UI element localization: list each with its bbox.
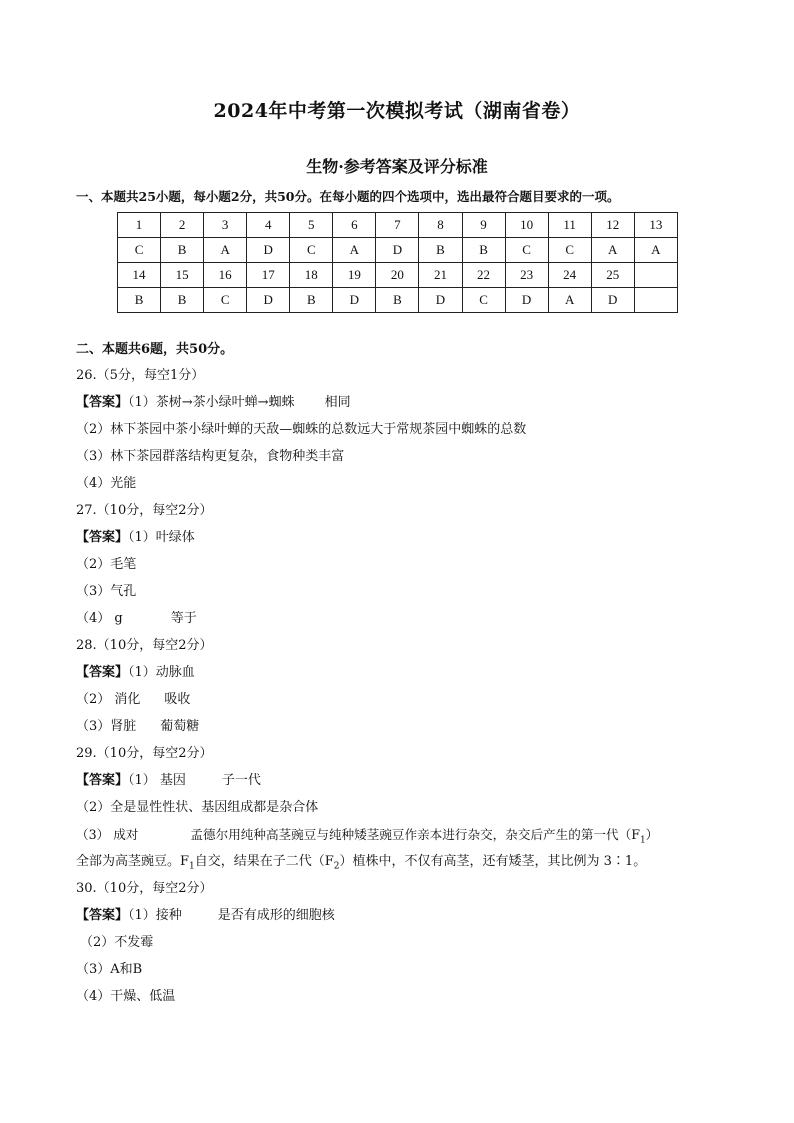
table-cell: 2 — [161, 213, 204, 238]
table-cell: D — [376, 238, 419, 263]
table-cell: B — [161, 238, 204, 263]
table-cell: D — [247, 288, 290, 313]
q27-answer-4 — [76, 610, 197, 628]
table-cell: D — [247, 238, 290, 263]
table-cell: A — [204, 238, 247, 263]
q30-answer-1 — [76, 907, 335, 925]
q29-answer-3 — [76, 826, 658, 850]
table-cell: C — [505, 238, 548, 263]
table-cell: B — [376, 288, 419, 313]
q28-answer-2 — [76, 691, 190, 709]
table-cell: 23 — [505, 263, 548, 288]
page-subtitle: 生物·参考答案及评分标准 — [306, 157, 488, 176]
q29-answer-1 — [76, 772, 261, 790]
q27-heading: 27.（10分，每空2分） — [76, 503, 213, 518]
q29-l2c: ）植株中，不仅有高茎，还有矮茎，其比例为 3∶1。 — [339, 854, 647, 869]
table-cell: B — [161, 288, 204, 313]
table-cell: 10 — [505, 213, 548, 238]
table-cell: 8 — [419, 213, 462, 238]
table-cell: A — [591, 238, 634, 263]
answer-tag: 【答案】 — [76, 395, 129, 410]
table-cell: 6 — [333, 213, 376, 238]
q27-answer-3: （3）气孔 — [76, 584, 137, 599]
q29-sub-2: 2 — [333, 861, 340, 872]
table-cell: 25 — [591, 263, 634, 288]
table-cell: 21 — [419, 263, 462, 288]
table-cell: B — [419, 238, 462, 263]
table-cell: D — [591, 288, 634, 313]
q29-a1b: 子一代 — [221, 773, 261, 788]
table-cell: D — [419, 288, 462, 313]
q26-answer-3: （3）林下茶园群落结构更复杂，食物种类丰富 — [76, 449, 345, 464]
table-cell: C — [204, 288, 247, 313]
table-cell: 9 — [462, 213, 505, 238]
q27-answer-1 — [76, 529, 195, 547]
q27-answer-2: （2）毛笔 — [76, 557, 137, 572]
q26-heading: 26.（5分，每空1分） — [76, 368, 205, 383]
q30-a1b: 是否有成形的细胞核 — [217, 908, 335, 923]
q27-a4: （4） g — [76, 611, 123, 626]
q28-answer-1 — [76, 664, 195, 682]
q27-a4b: 等于 — [170, 611, 197, 626]
q29-l2b: 自交，结果在子二代（F — [194, 854, 334, 869]
table-cell: 1 — [118, 213, 161, 238]
q29-l2a: 全部为高茎豌豆。F — [76, 854, 190, 869]
table-cell: B — [290, 288, 333, 313]
page-title: 2024年中考第一次模拟考试（湖南省卷） — [213, 100, 581, 122]
table-cell: 17 — [247, 263, 290, 288]
table-cell: 19 — [333, 263, 376, 288]
table-cell: 15 — [161, 263, 204, 288]
table-cell: D — [505, 288, 548, 313]
q28-a2b: 吸收 — [164, 692, 191, 707]
q28-answer-3 — [76, 718, 199, 736]
table-cell: 5 — [290, 213, 333, 238]
table-cell: 3 — [204, 213, 247, 238]
q30-answer-4: （4）干燥、低温 — [76, 989, 176, 1004]
table-cell: A — [333, 238, 376, 263]
table-cell: 22 — [462, 263, 505, 288]
answer-tag: 【答案】 — [76, 908, 129, 923]
q29-sub-1b: 1 — [189, 861, 195, 872]
q29-a3b: 孟德尔用纯种高茎豌豆与纯种矮茎豌豆作亲本进行杂交，杂交后产生的第一代（F — [190, 827, 640, 842]
q26-answer-4: （4）光能 — [76, 476, 137, 491]
q28-a3b: 葡萄糖 — [160, 719, 200, 734]
answer-tag: 【答案】 — [76, 773, 129, 788]
answer-tag: 【答案】 — [76, 665, 129, 680]
table-cell — [634, 288, 677, 313]
q30-answer-3: （3）A和B — [76, 962, 143, 977]
q26-answer-2: （2）林下茶园中茶小绿叶蝉的天敌—蜘蛛的总数远大于常规茶园中蜘蛛的总数 — [76, 422, 527, 437]
q28-a3: （3）肾脏 — [76, 719, 137, 734]
q29-a3: （3） 成对 — [76, 827, 139, 842]
section1-heading: 一、本题共25小题，每小题2分，共50分。在每小题的四个选项中，选出最符合题目要求的一项。 — [76, 189, 620, 204]
table-cell: 16 — [204, 263, 247, 288]
table-cell: C — [290, 238, 333, 263]
table-cell: B — [462, 238, 505, 263]
section2-heading: 二、本题共6题，共50分。 — [76, 342, 234, 357]
q29-a1: （1） 基因 — [128, 773, 186, 788]
table-cell: C — [548, 238, 591, 263]
table-cell: 13 — [634, 213, 677, 238]
table-cell: 24 — [548, 263, 591, 288]
answer-tag: 【答案】 — [76, 530, 129, 545]
q28-a1: （1）动脉血 — [128, 665, 195, 680]
q29-sub-1a: 1 — [639, 835, 646, 846]
q26-a1b: 相同 — [324, 395, 351, 410]
table-cell: 4 — [247, 213, 290, 238]
table-cell: 20 — [376, 263, 419, 288]
table-cell: B — [118, 288, 161, 313]
q28-heading: 28.（10分，每空2分） — [76, 638, 213, 653]
answer-table — [117, 212, 678, 313]
q30-a1: （1）接种 — [128, 908, 182, 923]
q30-heading: 30.（10分，每空2分） — [76, 881, 213, 896]
table-cell: 7 — [376, 213, 419, 238]
table-cell: 12 — [591, 213, 634, 238]
q29-answer-3-cont — [76, 853, 646, 876]
q28-a2: （2） 消化 — [76, 692, 141, 707]
q26-answer-1 — [76, 394, 351, 412]
table-cell: 11 — [548, 213, 591, 238]
table-cell: 18 — [290, 263, 333, 288]
q29-answer-2: （2）全是显性性状、基因组成都是杂合体 — [76, 800, 319, 815]
table-cell: 14 — [118, 263, 161, 288]
q26-a1: （1）茶树→茶小绿叶蝉→蜘蛛 — [128, 395, 295, 410]
table-row — [118, 263, 678, 288]
q29-a3c: ） — [645, 827, 659, 842]
q29-heading: 29.（10分，每空2分） — [76, 746, 213, 761]
table-cell: A — [634, 238, 677, 263]
table-cell: A — [548, 288, 591, 313]
table-row — [118, 213, 678, 238]
table-cell: C — [118, 238, 161, 263]
table-cell: C — [462, 288, 505, 313]
table-cell: D — [333, 288, 376, 313]
q30-answer-2: （2）不发霉 — [80, 935, 154, 950]
q27-a1: （1）叶绿体 — [128, 530, 195, 545]
table-row — [118, 238, 678, 263]
table-cell — [634, 263, 677, 288]
table-row — [118, 288, 678, 313]
